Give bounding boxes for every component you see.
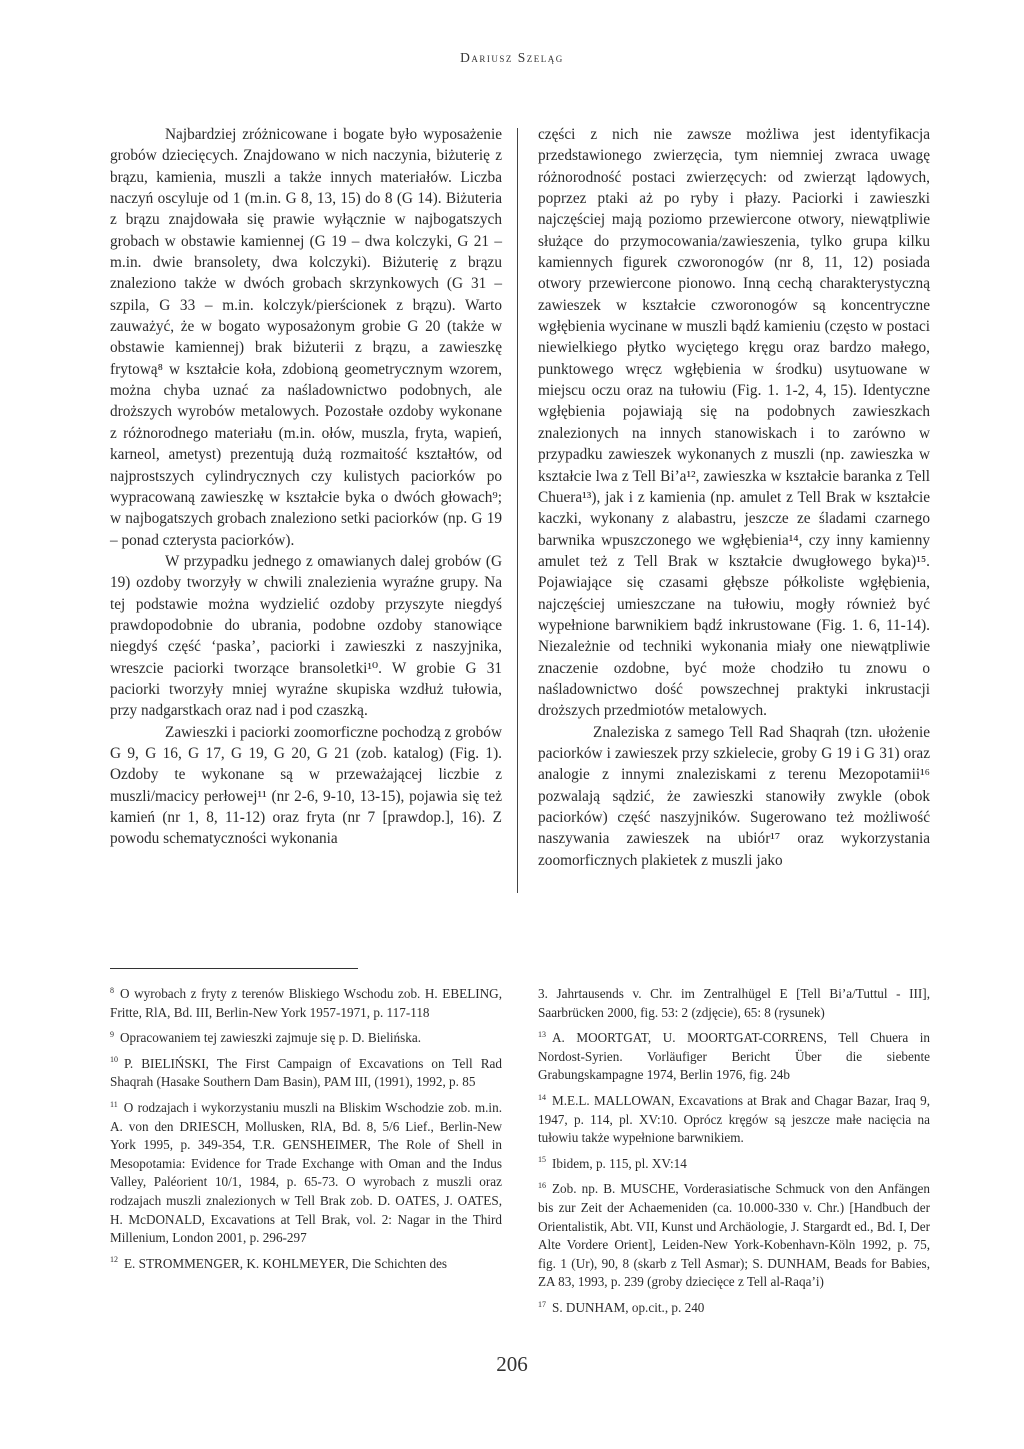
footnote-text: 3. Jahrtausends v. Chr. im Zentralhügel E [Tell Bi’a/Tuttul - III], Saarbrücken 2000, fig. 53: 2 (zdjęcie), 65: 8 (rysunek) <box>538 986 930 1020</box>
paragraph: Znaleziska z samego Tell Rad Shaqrah (tzn. ułożenie paciorków i zawieszek przy szkielecie, groby G 19 i G 31) oraz analogie z innymi znaleziskami z terenu Mezopotamii¹⁶ pozwalają sądzić, że zawieszki stanowiły zwykle (obok paciorków) część naszyjników. Sugerowano też możliwość naszywania zawieszek na ubiór¹⁷ oraz wykorzystania zoomorficznych plakietek z muszli jako <box>538 723 930 869</box>
footnote-number: 13 <box>538 1029 546 1039</box>
running-header: Dariusz Szeląg <box>460 50 564 65</box>
footnote-text: O wyrobach z fryty z terenów Bliskiego Wschodu zob. H. EBELING, Fritte, RlA, Bd. III, Berlin-New York 1957-1971, p. 117-118 <box>110 986 502 1020</box>
footnote <box>110 1099 502 1248</box>
footnote-number: 12 <box>110 1255 118 1265</box>
footnote <box>110 1055 502 1092</box>
footnote-number: 16 <box>538 1180 546 1190</box>
body-column-left <box>110 124 502 850</box>
footnote-text: A. MOORTGAT, U. MOORTGAT-CORRENS, Tell Chuera in Nordost-Syrien. Vorläufiger Bericht Über die siebente Grabungskampagne 1974, Berlin 1976, fig. 24b <box>538 1030 930 1083</box>
footnotes-right <box>538 985 930 1325</box>
footnote <box>110 1255 502 1274</box>
footnote-number: 11 <box>110 1099 118 1109</box>
footnote-continuation <box>538 985 930 1022</box>
footnote <box>538 1299 930 1318</box>
footnote <box>538 1155 930 1174</box>
footnote-number: 17 <box>538 1299 546 1309</box>
footnote-text: S. DUNHAM, op.cit., p. 240 <box>552 1299 705 1315</box>
column-divider <box>517 128 518 893</box>
paragraph: W przypadku jednego z omawianych dalej grobów (G 19) ozdoby tworzyły w chwili znalezienia wyraźne grupy. Na tej podstawie można wydzielić ozdoby przyszyte niegdyś prawdopodobnie do ubrania, podobne ozdoby stanowiące niegdyś część ‘paska’, paciorki i zawieszki z naszyjnika, wreszcie paciorki tworzące bransoletki¹⁰. W grobie G 31 paciorki tworzyły mniej wyraźne skupiska wzdłuż tułowia, przy nadgarstkach oraz nad i pod czaszką. <box>110 552 502 720</box>
footnote-number: 15 <box>538 1155 546 1165</box>
footnote-number: 10 <box>110 1055 118 1065</box>
body-column-right <box>538 124 930 871</box>
footnote <box>110 1029 502 1048</box>
footnote <box>538 1180 930 1292</box>
footnote-text: P. BIELIŃSKI, The First Campaign of Excavations on Tell Rad Shaqrah (Hasake Southern Dam Basin), PAM III, (1991), 1992, p. 85 <box>110 1055 502 1090</box>
footnotes-left <box>110 985 502 1280</box>
footnote-text: E. STROMMENGER, K. KOHLMEYER, Die Schichten des <box>124 1255 448 1271</box>
footnote-number: 9 <box>110 1029 114 1039</box>
footnote <box>538 1092 930 1148</box>
paragraph: części z nich nie zawsze możliwa jest identyfikacja przedstawionego zwierzęcia, tym niemniej zwraca uwagę różnorodność postaci zwierzęcych: od zwierząt lądowych, poprzez ptaki aż po ryby i płazy. Paciorki i zawieszki najczęściej mają poziomo przewiercone otwory, niewątpliwie służące do przymocowania/zawieszenia, tylko grupa kilku kamiennych figurek czworonogów (nr 8, 11, 12) posiada otwory przewiercone pionowo. Inną cechą charakterystyczną zawieszek w kształcie czworonogów są koncentryczne wgłębienia wycinane w muszli bądź kamieniu (często w postaci niewielkiego płytko wyciętego kręgu oraz bardzo małego, punktowego wręcz wgłębienia w środku) usytuowane w miejscu oczu oraz na tułowiu (Fig. 1. 1-2, 4, 15). Identyczne wgłębienia pojawiają się na podobnych zawieszkach znalezionych na innych stanowiskach i to zarówno w przypadku zawieszek wykonanych z muszli (np. zawieszka w kształcie lwa z Tell Bi’a¹², zawieszka w kształcie baranka z Tell Chuera¹³), jak i z kamienia (np. amulet z Tell Brak w kształcie kaczki, wykonany z alabastru, jeszcze ze śladami czarnego barwnika wpuszczonego we wgłębienia¹⁴, czy inny kamienny amulet też z Tell Brak w kształcie dwugłowego byka)¹⁵. Pojawiające się czasami głębsze półkoliste wgłębienia, najczęściej umieszczane na tułowiu, mogły również być wypełnione barwnikiem bądź inkrustowane (Fig. 1. 6, 11-14). Niezależnie od techniki wykonania miały one niewątpliwie znaczenie ozdobne, być może chodziło tu znowu o naśladownictwo dość powszechnej praktyki inkrustacji droższych przedmiotów metalowych. <box>538 126 930 720</box>
footnote-text: M.E.L. MALLOWAN, Excavations at Brak and Chagar Bazar, Iraq 9, 1947, p. 114, pl. XV:10. Oprócz kręgów są jeszcze małe nacięcia na tułowiu także wypełnione barwnikiem. <box>538 1092 930 1146</box>
footnote-number: 14 <box>538 1092 546 1102</box>
page-number: 206 <box>496 1352 528 1376</box>
paragraph: Zawieszki i paciorki zoomorficzne pochodzą z grobów G 9, G 16, G 17, G 19, G 20, G 21 (zob. katalog) (Fig. 1). Ozdoby te wykonane są w przeważającej liczbie z muszli/macicy perłowej¹¹ (nr 2-6, 9-10, 13-15), pojawia się też kamień (nr 1, 8, 11-12) oraz fryta (nr 7 [prawdop.], 16). Z powodu schematyczności wykonania <box>110 723 502 848</box>
footnote-text: Opracowaniem tej zawieszki zajmuje się p. D. Bielińska. <box>120 1030 422 1046</box>
footnote-number: 8 <box>110 985 114 995</box>
paragraph: Najbardziej zróżnicowane i bogate było wyposażenie grobów dziecięcych. Znajdowano w nich naczynia, biżuterię z brązu, kamienia, muszli a także innych materiałów. Liczba naczyń oscyluje od 1 (m.in. G 8, 13, 15) do 8 (G 14). Biżuteria z brązu znajdowała się prawie wyłącznie w najbogatszych grobach w obstawie kamiennej (G 19 – dwa kolczyki, G 21 – m.in. dwie bransolety, dwa kolczyki). Biżuterię z brązu znaleziono także w dwóch grobach skrzynkowych (G 31 – szpila, G 33 – m.in. kolczyk/pierścionek z brązu). Warto zauważyć, że w bogato wyposażonym grobie G 20 (także w obstawie kamiennej) brak biżuterii z brązu, a zawieszkę frytową⁸ w kształcie koła, zdobioną geometrycznym wzorem, można chyba uznać za naśladownictwo podobnych, ale droższych wyrobów metalowych. Pozostałe ozdoby wykonane z różnorodnego materiału (m.in. ołów, muszla, fryta, wapień, karneol, ametyst) prezentują dużą rozmaitość kształtów, od najprostszych cylindrycznych czy kulistych paciorków po wypracowaną zawieszkę w kształcie byka o dwóch głowach⁹; w najbogatszych grobach znaleziono setki paciorków (np. G 19 – ponad czterysta paciorków). <box>110 126 502 549</box>
footnote-rule <box>110 968 358 969</box>
footnote-text: Ibidem, p. 115, pl. XV:14 <box>552 1155 687 1171</box>
footnote-text: O rodzajach i wykorzystaniu muszli na Bliskim Wschodzie zob. m.in. A. von den DRIESCH, Mollusken, RlA, Bd. 8, 5/6 Lief., Berlin-New York 1995, p. 349-354, T.R. GENSHEIMER, The Role of Shell in Mesopotamia: Evidence for Trade Exchange with Oman and the Indus Valley, Paléorient 10/1, 1984, p. 65-73. O wyrobach z muszli oraz rodzajach muszli znalezionych w Tell Brak zob. D. OATES, J. OATES, H. McDONALD, Excavations at Tell Brak, vol. 2: Nagar in the Third Millenium, London 2001, p. 296-297 <box>110 1099 502 1246</box>
footnote <box>110 985 502 1022</box>
footnote-text: Zob. np. B. MUSCHE, Vorderasiatische Schmuck von den Anfängen bis zur Zeit der Achaemeniden (ca. 10.000-330 v. Chr.) [Handbuch der Orientalistik, Abt. VII, Kunst und Archäologie, J. Stargardt ed., Bd. I, Der Alte Vordere Orient], Leiden-New York-Kobenhavn-Köln 1992, p. 75, fig. 1 (Ur), 90, 8 (skarb z Tell Asmar); S. DUNHAM, Beads for Babies, ZA 83, 1993, p. 239 (groby dziecięce z Tell al-Raqa’i) <box>538 1181 930 1290</box>
footnote <box>538 1029 930 1085</box>
